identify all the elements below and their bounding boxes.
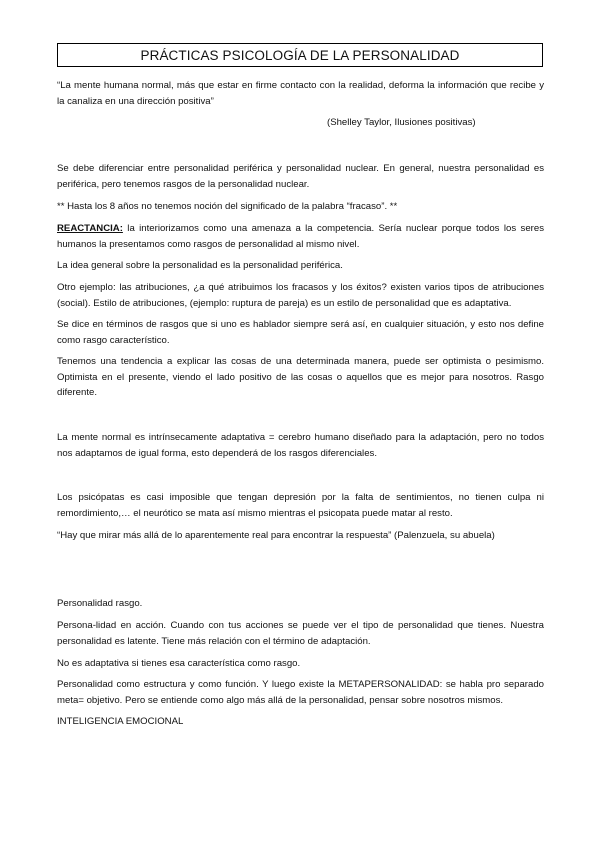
paragraph-rasgos: Se dice en términos de rasgos que si uno es hablador siempre será así, en cualquier situación, y esto nos define como rasgo característico. (57, 319, 544, 346)
heading-inteligencia-emocional: INTELIGENCIA EMOCIONAL (57, 716, 184, 727)
paragraph-personalidad-rasgo: Personalidad rasgo. (57, 598, 143, 609)
page-title (57, 43, 543, 67)
paragraph-tendencia: Tenemos una tendencia a explicar las cosas de una determinada manera, puede ser optimista o pesimismo. Optimista en el presente, viendo el lado positivo de las cosas o aquellos que es mejor para nosotros. Rasgo diferente. (57, 356, 544, 398)
paragraph-no-adaptativa: No es adaptativa si tienes esa característica como rasgo. (57, 658, 301, 669)
paragraph-persona-lidad: Persona-lidad en acción. Cuando con tus acciones se puede ver el tipo de personalidad que tienes. Nuestra personalidad es latente. Tiene más relación con el término de adaptación. (57, 620, 544, 647)
paragraph-atribuciones: Otro ejemplo: las atribuciones, ¿a qué atribuimos los fracasos y los éxitos? existen varios tipos de atribuciones (social). Estilo de atribuciones, (ejemplo: ruptura de pareja) es un estilo de personalidad que es adaptativa. (57, 282, 544, 309)
page-title-text: PRÁCTICAS PSICOLOGÍA DE LA PERSONALIDAD (140, 47, 460, 63)
reactancia-text: la interiorizamos como una amenaza a la competencia. Sería nuclear porque todos los seres humanos la presentamos como rasgos de personalidad al mismo nivel. (57, 223, 544, 250)
paragraph-psicopatas: Los psicópatas es casi imposible que tengan depresión por la falta de sentimientos, no tienen culpa ni remordimiento,… el neurótico se mata así mismo mientras el psicopata puede matar al resto. (57, 492, 544, 519)
opening-quote: “La mente humana normal, más que estar en firme contacto con la realidad, deforma la información que recibe y la canaliza en una dirección positiva” (57, 80, 544, 107)
reactancia-label: REACTANCIA: (57, 223, 123, 234)
paragraph-personalidad-periferica: Se debe diferenciar entre personalidad periférica y personalidad nuclear. En general, nuestra personalidad es periférica, pero tenemos rasgos de la personalidad nuclear. (57, 163, 544, 190)
paragraph-mente-normal: La mente normal es intrínsecamente adaptativa = cerebro humano diseñado para la adaptación, pero no todos nos adaptamos de igual forma, esto dependerá de los rasgos diferenciales. (57, 432, 544, 459)
quote-source: (Shelley Taylor, Ilusiones positivas) (327, 117, 476, 128)
paragraph-reactancia (57, 221, 544, 252)
paragraph-fracaso-note: ** Hasta los 8 años no tenemos noción del significado de la palabra “fracaso”. ** (57, 201, 398, 212)
paragraph-palenzuela-quote: “Hay que mirar más allá de lo aparentemente real para encontrar la respuesta” (Palenzuela, su abuela) (57, 530, 495, 541)
paragraph-idea-general: La idea general sobre la personalidad es la personalidad periférica. (57, 260, 343, 271)
paragraph-metapersonalidad: Personalidad como estructura y como función. Y luego existe la METAPERSONALIDAD: se habla pro separado meta= objetivo. Pero se entiende como algo más allá de la personalidad, pensar sobre nosotros mismos. (57, 679, 544, 706)
